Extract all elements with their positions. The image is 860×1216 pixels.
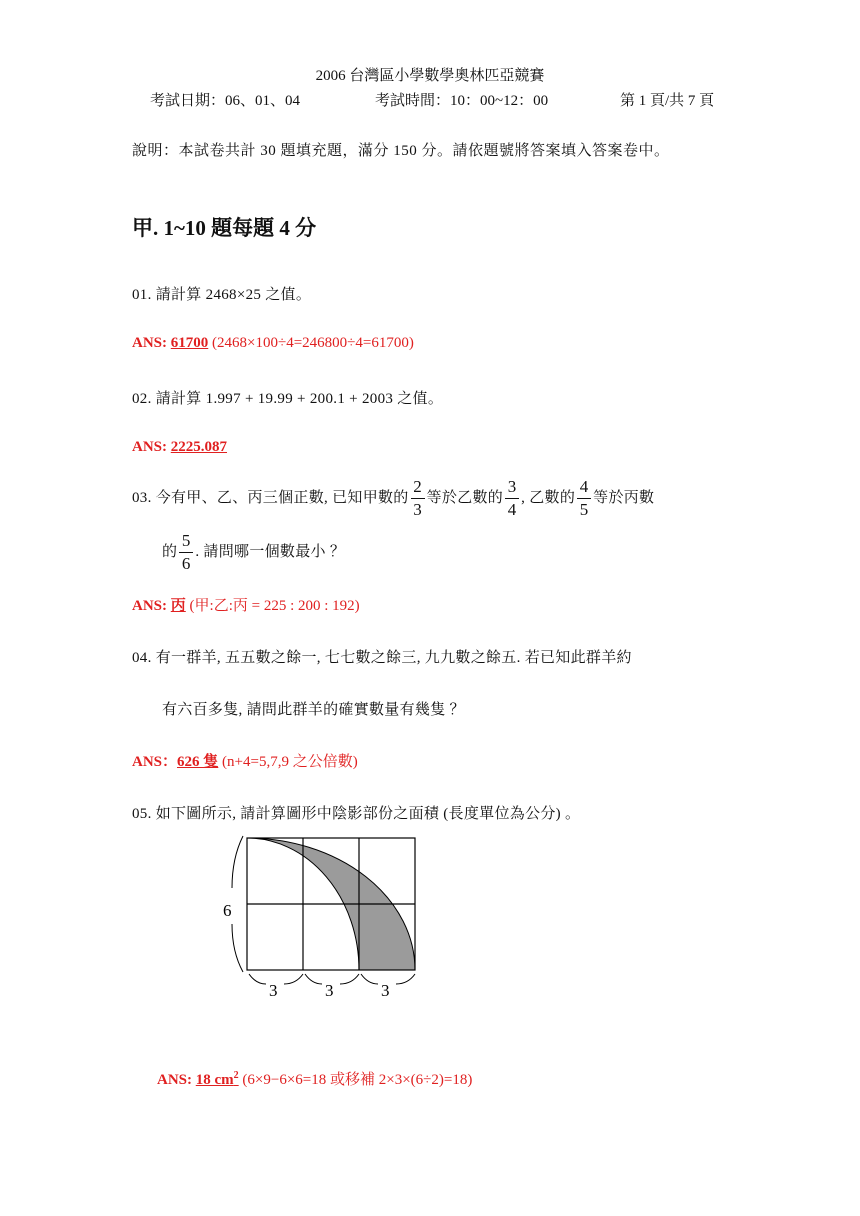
numerator: 3 bbox=[507, 477, 517, 497]
answer-04 bbox=[132, 750, 358, 771]
exam-date: 考試日期：06、01、04 bbox=[150, 93, 301, 109]
section-title: 甲. 1~10 題每題 4 分 bbox=[132, 216, 317, 240]
question-text: . 請問哪一個數最小 ？ bbox=[195, 544, 346, 560]
fraction bbox=[411, 476, 425, 521]
question-text: 等於丙數 bbox=[593, 490, 655, 506]
width-label: 3 bbox=[381, 981, 390, 1000]
question-text: 03. 今有甲、乙、丙三個正數, 已知甲數的 bbox=[132, 490, 409, 506]
denominator: 5 bbox=[579, 500, 589, 520]
shaded-area-figure bbox=[212, 828, 442, 1008]
answer-value bbox=[196, 1072, 239, 1088]
answer-05 bbox=[157, 1068, 472, 1089]
denominator: 3 bbox=[413, 500, 423, 520]
answer-value: 61700 bbox=[170, 335, 209, 351]
denominator: 6 bbox=[181, 554, 191, 574]
answer-value: 2225.087 bbox=[170, 439, 228, 455]
answer-value-text: 18 cm bbox=[195, 1072, 234, 1088]
answer-superscript: 2 bbox=[233, 1070, 239, 1081]
answer-label: ANS: bbox=[157, 1072, 196, 1088]
question-05: 05. 如下圖所示, 請計算圖形中陰影部份之面積 (長度單位為公分) 。 bbox=[132, 806, 581, 822]
height-label: 6 bbox=[223, 901, 232, 920]
height-brace bbox=[232, 836, 243, 972]
numerator: 2 bbox=[413, 477, 423, 497]
question-text: 等於乙數的 bbox=[426, 490, 504, 506]
fraction bbox=[505, 476, 519, 521]
answer-label: ANS： bbox=[132, 754, 178, 770]
question-03-line2 bbox=[162, 526, 345, 578]
answer-label: ANS: bbox=[132, 598, 171, 614]
answer-label: ANS: bbox=[132, 439, 171, 455]
page-number: 第 1 頁/共 7 頁 bbox=[620, 93, 715, 109]
answer-value: 626 隻 bbox=[177, 754, 219, 770]
answer-note: (6×9−6×6=18 或移補 2×3×(6÷2)=18) bbox=[238, 1072, 473, 1088]
answer-note: (甲:乙:丙 = 225 : 200 : 192) bbox=[185, 598, 360, 614]
question-text: , 乙數的 bbox=[521, 490, 576, 506]
answer-label: ANS: bbox=[132, 335, 171, 351]
answer-note: (n+4=5,7,9 之公倍數) bbox=[218, 754, 358, 770]
question-text: 的 bbox=[162, 544, 178, 560]
question-02: 02. 請計算 1.997 + 19.99 + 200.1 + 2003 之值。 bbox=[132, 391, 444, 407]
width-label: 3 bbox=[325, 981, 334, 1000]
denominator: 4 bbox=[507, 500, 517, 520]
answer-02 bbox=[132, 439, 227, 456]
fraction bbox=[179, 530, 193, 575]
answer-note: (2468×100÷4=246800÷4=61700) bbox=[208, 335, 414, 351]
question-04-line2: 有六百多隻, 請問此群羊的確實數量有幾隻 ？ bbox=[162, 702, 465, 718]
exam-time: 考試時間：10：00~12：00 bbox=[375, 93, 549, 109]
exam-title: 2006 台灣區小學數學奧林匹亞競賽 bbox=[315, 68, 545, 84]
instructions: 說明：本試卷共計 30 題填充題，滿分 150 分。請依題號將答案填入答案卷中。 bbox=[132, 143, 670, 159]
numerator: 5 bbox=[181, 531, 191, 551]
answer-01 bbox=[132, 335, 414, 352]
answer-value: 丙 bbox=[170, 598, 186, 614]
answer-03 bbox=[132, 594, 360, 615]
question-03 bbox=[132, 472, 654, 524]
fraction bbox=[577, 476, 591, 521]
question-04: 04. 有一群羊, 五五數之餘一, 七七數之餘三, 九九數之餘五. 若已知此群羊約 bbox=[132, 650, 632, 666]
question-01: 01. 請計算 2468×25 之值。 bbox=[132, 287, 312, 303]
width-label: 3 bbox=[269, 981, 278, 1000]
numerator: 4 bbox=[579, 477, 589, 497]
